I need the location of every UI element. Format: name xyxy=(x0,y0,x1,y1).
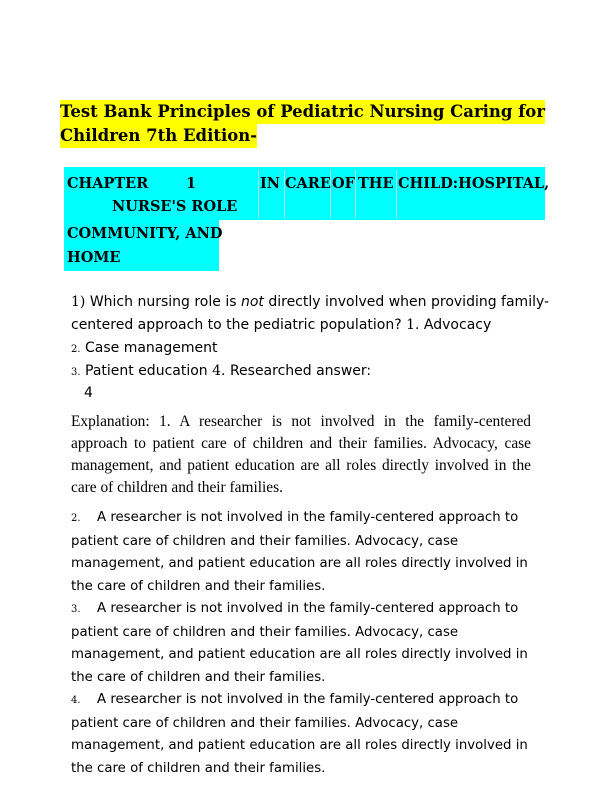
question-stem-text: centered approach to the pediatric population? xyxy=(71,317,402,333)
question-stem-line-2 xyxy=(71,314,491,336)
question-number: 1) xyxy=(71,294,86,310)
item-text: patient care of children and their families. Advocacy, case management, and patient education are all roles directly involved in the care of children and their families. xyxy=(71,533,528,594)
option-number: 2. xyxy=(71,344,81,355)
answer-value: 4 xyxy=(84,385,93,401)
question-stem-line-1 xyxy=(71,291,549,313)
document-title-line-2: Children 7th Edition- xyxy=(60,124,257,148)
chapter-title-line-3: COMMUNITY, AND xyxy=(67,225,223,242)
rationale-item-3 xyxy=(71,598,546,689)
item-number: 2. xyxy=(71,513,81,524)
chapter-word: OF xyxy=(332,175,355,192)
item-text: patient care of children and their families. Advocacy, case management, and patient education are all roles directly involved in the care of children and their families. xyxy=(71,715,528,776)
question-stem-text: directly involved when providing family- xyxy=(268,294,550,310)
chapter-word: CARE xyxy=(285,175,331,192)
explanation-paragraph xyxy=(71,411,531,499)
explanation-label: Explanation: 1. xyxy=(71,413,171,430)
option-text: Patient education xyxy=(85,363,208,379)
option-text: Advocacy xyxy=(423,317,492,333)
option-line xyxy=(71,360,371,384)
option-number: 1. xyxy=(406,317,420,333)
item-number: 4. xyxy=(71,695,81,706)
chapter-word: CHILD:HOSPITAL, xyxy=(398,175,550,192)
chapter-word: THE xyxy=(358,175,394,192)
option-number: 4. xyxy=(212,363,226,379)
explanation-text: A researcher is not involved in the family-centered approach to patient care of children and their families. Advocacy, case management, and patient education are all roles directly involved in the care of children and their families. xyxy=(71,413,531,496)
document-title-line-1: Test Bank Principles of Pediatric Nursing Caring for xyxy=(60,100,545,124)
rationale-item-2 xyxy=(71,507,546,598)
item-text: A researcher is not involved in the family-centered approach to xyxy=(97,692,519,707)
question-stem-emphasis: not xyxy=(240,294,264,310)
table-cell-divider xyxy=(258,170,259,218)
item-text: patient care of children and their families. Advocacy, case management, and patient education are all roles directly involved in the care of children and their families. xyxy=(71,624,528,685)
question-stem-text: Which nursing role is xyxy=(89,294,237,310)
table-cell-divider xyxy=(355,170,356,218)
chapter-title-line-2: NURSE'S ROLE xyxy=(112,198,238,215)
option-number: 3. xyxy=(71,367,81,378)
item-text: A researcher is not involved in the family-centered approach to xyxy=(97,601,519,616)
table-cell-divider xyxy=(396,170,397,218)
option-text: Researched answer: xyxy=(229,363,372,379)
chapter-number: 1 xyxy=(186,175,197,192)
rationale-item-4 xyxy=(71,689,546,780)
chapter-word: CHAPTER xyxy=(67,175,149,192)
item-text: A researcher is not involved in the family-centered approach to xyxy=(97,510,519,525)
chapter-title-line-4: HOME xyxy=(67,249,121,266)
option-text: Case management xyxy=(85,340,218,356)
item-number: 3. xyxy=(71,604,81,615)
option-line xyxy=(71,337,218,361)
chapter-word: IN xyxy=(260,175,281,192)
